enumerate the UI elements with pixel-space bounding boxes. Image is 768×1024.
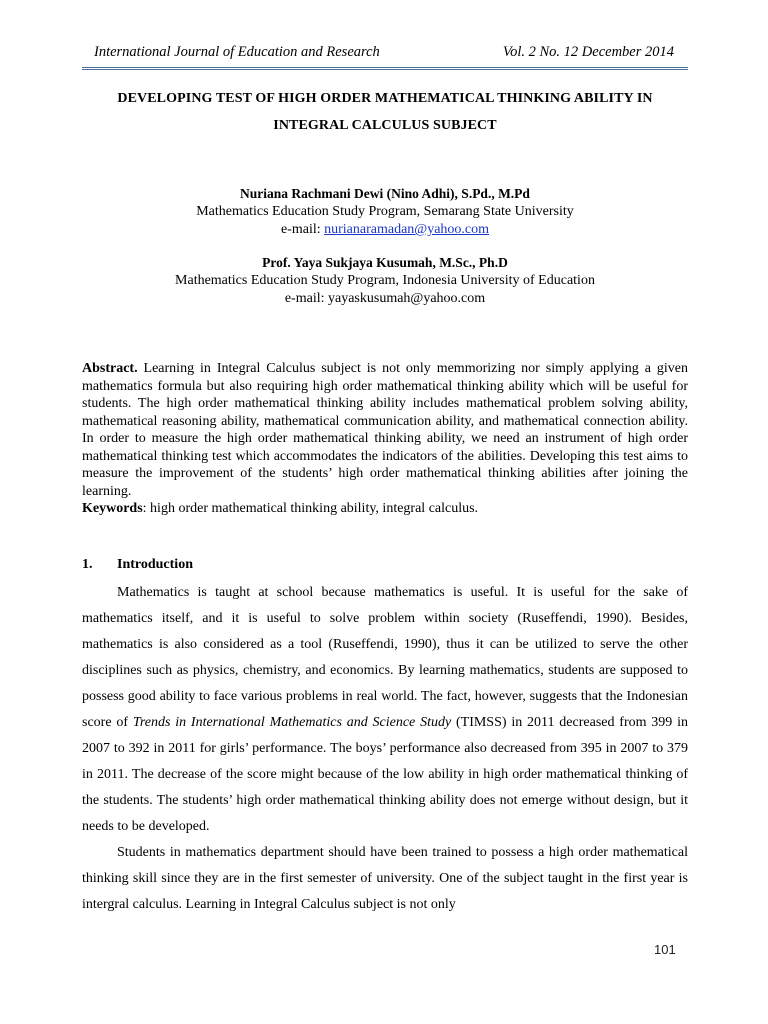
paragraph xyxy=(82,580,688,840)
page-number: 101 xyxy=(654,942,676,957)
author-email-line xyxy=(82,221,688,239)
body-text xyxy=(82,580,688,918)
running-header xyxy=(82,44,688,68)
section-heading xyxy=(82,557,193,573)
keywords-text: : high order mathematical thinking ability, integral calculus. xyxy=(142,501,479,516)
abstract-text: Learning in Integral Calculus subject is not only memmorizing nor simply applying a given mathematics formula but also requiring high order mathematical thinking ability which will be useful for students. The high order mathematical thinking ability includes mathematical problem solving ability, mathematical reasoning ability, mathematical communication ability, and mathematical connection ability. In order to measure the high order mathematical thinking ability, we need an instrument of high order mathematical thinking test which accommodates the indicators of the abilities. Developing this test aims to measure the improvement of the students’ high order mathematical thinking abilities after joining the learning. xyxy=(82,361,688,499)
section-title: Introduction xyxy=(117,557,193,572)
email-label: e-mail: xyxy=(284,291,328,306)
author-email-link[interactable]: nurianaramadan@yahoo.com xyxy=(324,222,490,237)
header-divider xyxy=(82,67,688,70)
abstract-label: Abstract. xyxy=(82,361,138,376)
volume-info: Vol. 2 No. 12 December 2014 xyxy=(502,44,674,60)
paper-title-line-1: DEVELOPING TEST OF HIGH ORDER MATHEMATICAL THINKING ABILITY IN xyxy=(117,91,653,106)
italic-title: Trends in International Mathematics and Science Study xyxy=(132,715,452,730)
section-number: 1. xyxy=(82,557,93,572)
keywords-line xyxy=(82,500,688,518)
author-email: yayaskusumah@yahoo.com xyxy=(328,291,486,306)
author-affiliation: Mathematics Education Study Program, Semarang State University xyxy=(196,204,574,219)
paragraph-text: (TIMSS) in 2011 decreased from 399 in 2007 to 392 in 2011 for girls’ performance. The boys’ performance also decreased from 395 in 2007 to 379 in 2011. The decrease of the score might because of the low ability in high order mathematical thinking of the students. The students’ high order mathematical thinking ability does not emerge without design, but it needs to be developed. xyxy=(82,715,688,834)
journal-name: International Journal of Education and Research xyxy=(94,44,380,60)
author-block-1 xyxy=(82,185,688,239)
paragraph: Students in mathematics department should have been trained to possess a high order mathematical thinking skill since they are in the first semester of university. One of the subject taught in the first year is intergral calculus. Learning in Integral Calculus subject is not only xyxy=(82,845,688,912)
paper-title-line-2: INTEGRAL CALCULUS SUBJECT xyxy=(273,118,497,133)
paragraph-text: Mathematics is taught at school because mathematics is useful. It is useful for the sake of mathematics itself, and it is useful to solve problem within society (Ruseffendi, 1990). Besides, mathematics is also considered as a tool (Ruseffendi, 1990), thus it can be utilized to serve the other disciplines such as physics, chemistry, and economics. By learning mathematics, students are supposed to possess good ability to face various problems in real world. The fact, however, suggests that the Indonesian score of xyxy=(82,585,688,730)
abstract-block xyxy=(82,360,688,518)
author-name: Nuriana Rachmani Dewi (Nino Adhi), S.Pd., M.Pd xyxy=(240,186,530,201)
email-label: e-mail: xyxy=(280,222,325,237)
abstract-paragraph xyxy=(82,360,688,500)
keywords-label: Keywords xyxy=(82,501,143,516)
author-block-2 xyxy=(82,254,688,308)
author-affiliation: Mathematics Education Study Program, Indonesia University of Education xyxy=(175,273,595,288)
author-name: Prof. Yaya Sukjaya Kusumah, M.Sc., Ph.D xyxy=(262,255,508,270)
author-email-line xyxy=(82,290,688,308)
